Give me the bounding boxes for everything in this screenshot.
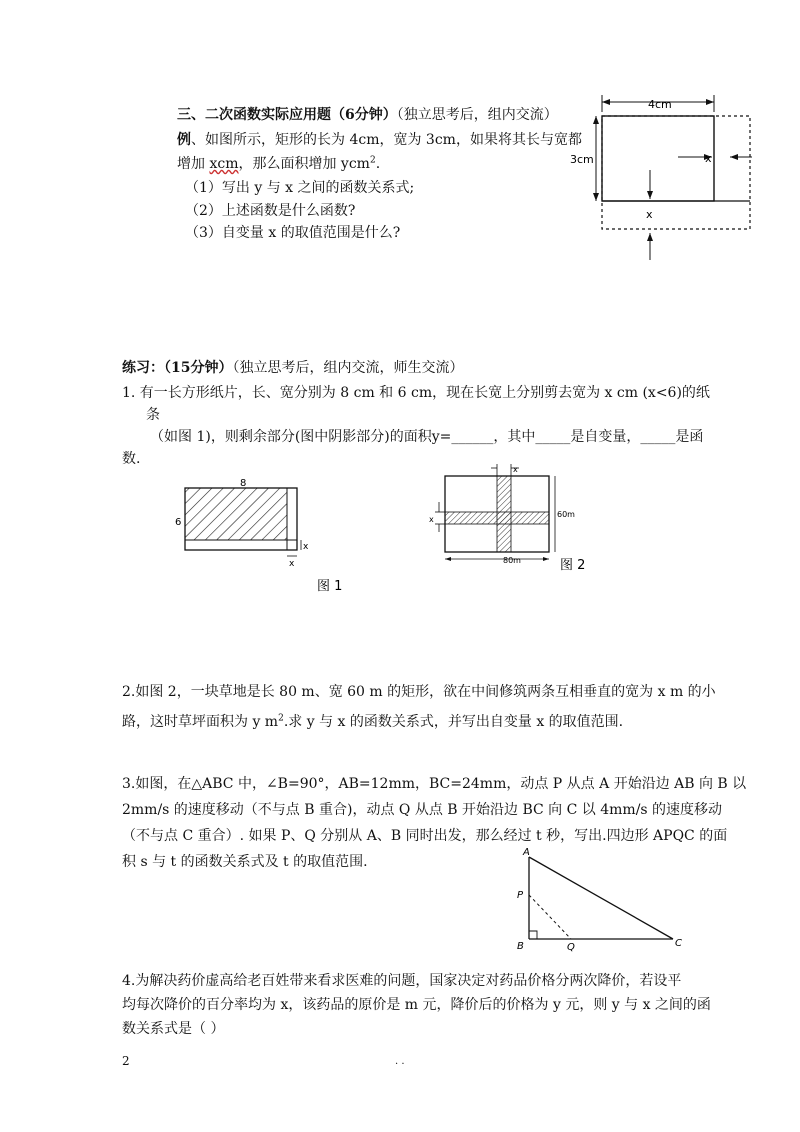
- question-2: （2）上述函数是什么函数?: [185, 203, 356, 219]
- problem1-line1: 1. 有一长方形纸片，长、宽分别为 8 cm 和 6 cm，现在长宽上分别剪去宽为 x cm (x<6)的纸: [122, 385, 710, 401]
- tri-label-p: P: [517, 890, 524, 901]
- problem3-line3: （不与点 C 重合）. 如果 P、Q 分别从 A、B 同时出发，那么经过 t 秒，写出.四边形 APQC 的面: [122, 828, 728, 844]
- practice-title: [122, 357, 463, 377]
- problem2-sup: 2: [278, 713, 284, 724]
- example-text-1: 、如图所示，矩形的长为 4cm，宽为 3cm，如果将其长与宽都: [191, 132, 582, 148]
- triangle-figure: [505, 843, 695, 953]
- section3-title: [177, 104, 558, 124]
- figure-2: [425, 462, 605, 582]
- example-text-2a: 增加: [177, 156, 210, 172]
- tri-label-c: C: [675, 938, 682, 949]
- problem3-line2: 2mm/s 的速度移动（不与点 B 重合)，动点 Q 从点 B 开始沿边 BC 向 C 以 4mm/s 的速度移动: [122, 802, 723, 818]
- fig2-caption: 图 2: [560, 558, 586, 573]
- question-3: （3）自变量 x 的取值范围是什么?: [185, 225, 401, 241]
- example-text-2x: xcm: [209, 156, 239, 172]
- fig1-top-label: 8: [240, 478, 247, 489]
- tri-label-q: Q: [567, 942, 575, 953]
- tri-label-b: B: [517, 941, 524, 952]
- example-text-2sup: 2: [369, 155, 376, 166]
- problem3-line1: 3.如图，在△ABC 中，∠B=90°，AB=12mm，BC=24mm，动点 P 从点 A 开始沿边 AB 向 B 以: [122, 776, 747, 792]
- fig2-left-x: x: [429, 515, 434, 524]
- problem2-text-b: .求 y 与 x 的函数关系式，并写出自变量 x 的取值范围.: [283, 714, 624, 730]
- example-text-2end: .: [375, 156, 381, 172]
- problem1-line3: 数.: [122, 451, 141, 467]
- example-line2: [177, 153, 380, 173]
- fig1-bottom-x: x: [289, 559, 295, 569]
- fig2-bottom-label: 80m: [503, 556, 521, 565]
- practice-title-main: 练习：（15分钟）: [122, 360, 233, 376]
- fig1-right-x: x: [303, 542, 309, 552]
- footer-dots: . .: [395, 1056, 405, 1067]
- fig2-right-label: 60m: [557, 510, 575, 519]
- tri-label-a: A: [523, 847, 530, 858]
- problem1-line1b: 条: [146, 407, 160, 423]
- problem2-line2: [122, 711, 623, 731]
- section3-title-note: （独立思考后，组内交流）: [396, 107, 558, 123]
- fig-top-label: 4cm: [648, 98, 672, 111]
- fig-left-label: 3cm: [570, 153, 594, 166]
- practice-title-note: （独立思考后，组内交流，师生交流）: [232, 360, 464, 376]
- example-label: 例: [177, 132, 191, 148]
- problem1-line2: （如图 1)，则剩余部分(图中阴影部分)的面积y=______，其中_____是自变量，_____是函: [150, 429, 704, 445]
- figure-1: [165, 478, 343, 598]
- page-number: 2: [122, 1054, 130, 1068]
- question-1: （1）写出 y 与 x 之间的函数关系式;: [185, 180, 415, 196]
- fig-right-x: x: [705, 152, 712, 165]
- fig1-caption: 图 1: [317, 579, 343, 594]
- problem4-line3: 数关系式是（ ）: [122, 1021, 225, 1037]
- problem2-line1: 2.如图 2，一块草地是长 80 m、宽 60 m 的矩形，欲在中间修筑两条互相垂直的宽为 x m 的小: [122, 684, 716, 700]
- problem2-text-a: 路，这时草坪面积为 y m: [122, 714, 279, 730]
- example-line1: [177, 129, 582, 149]
- section3-title-main: 三、二次函数实际应用题（6分钟）: [177, 107, 397, 123]
- problem4-line1: 4.为解决药价虚高给老百姓带来看求医难的问题，国家决定对药品价格分两次降价，若设平: [122, 973, 682, 989]
- problem3-line4: 积 s 与 t 的函数关系式及 t 的取值范围.: [122, 854, 368, 870]
- problem4-line2: 均每次降价的百分率均为 x，该药品的原价是 m 元，降价后的价格为 y 元，则 y 与 x 之间的函: [122, 997, 711, 1013]
- fig-bottom-x: x: [646, 208, 653, 221]
- fig2-top-x: x: [513, 465, 518, 474]
- example-text-2b: ，那么面积增加 ycm: [238, 156, 370, 172]
- rectangle-figure: [570, 90, 770, 270]
- fig1-left-label: 6: [175, 517, 182, 528]
